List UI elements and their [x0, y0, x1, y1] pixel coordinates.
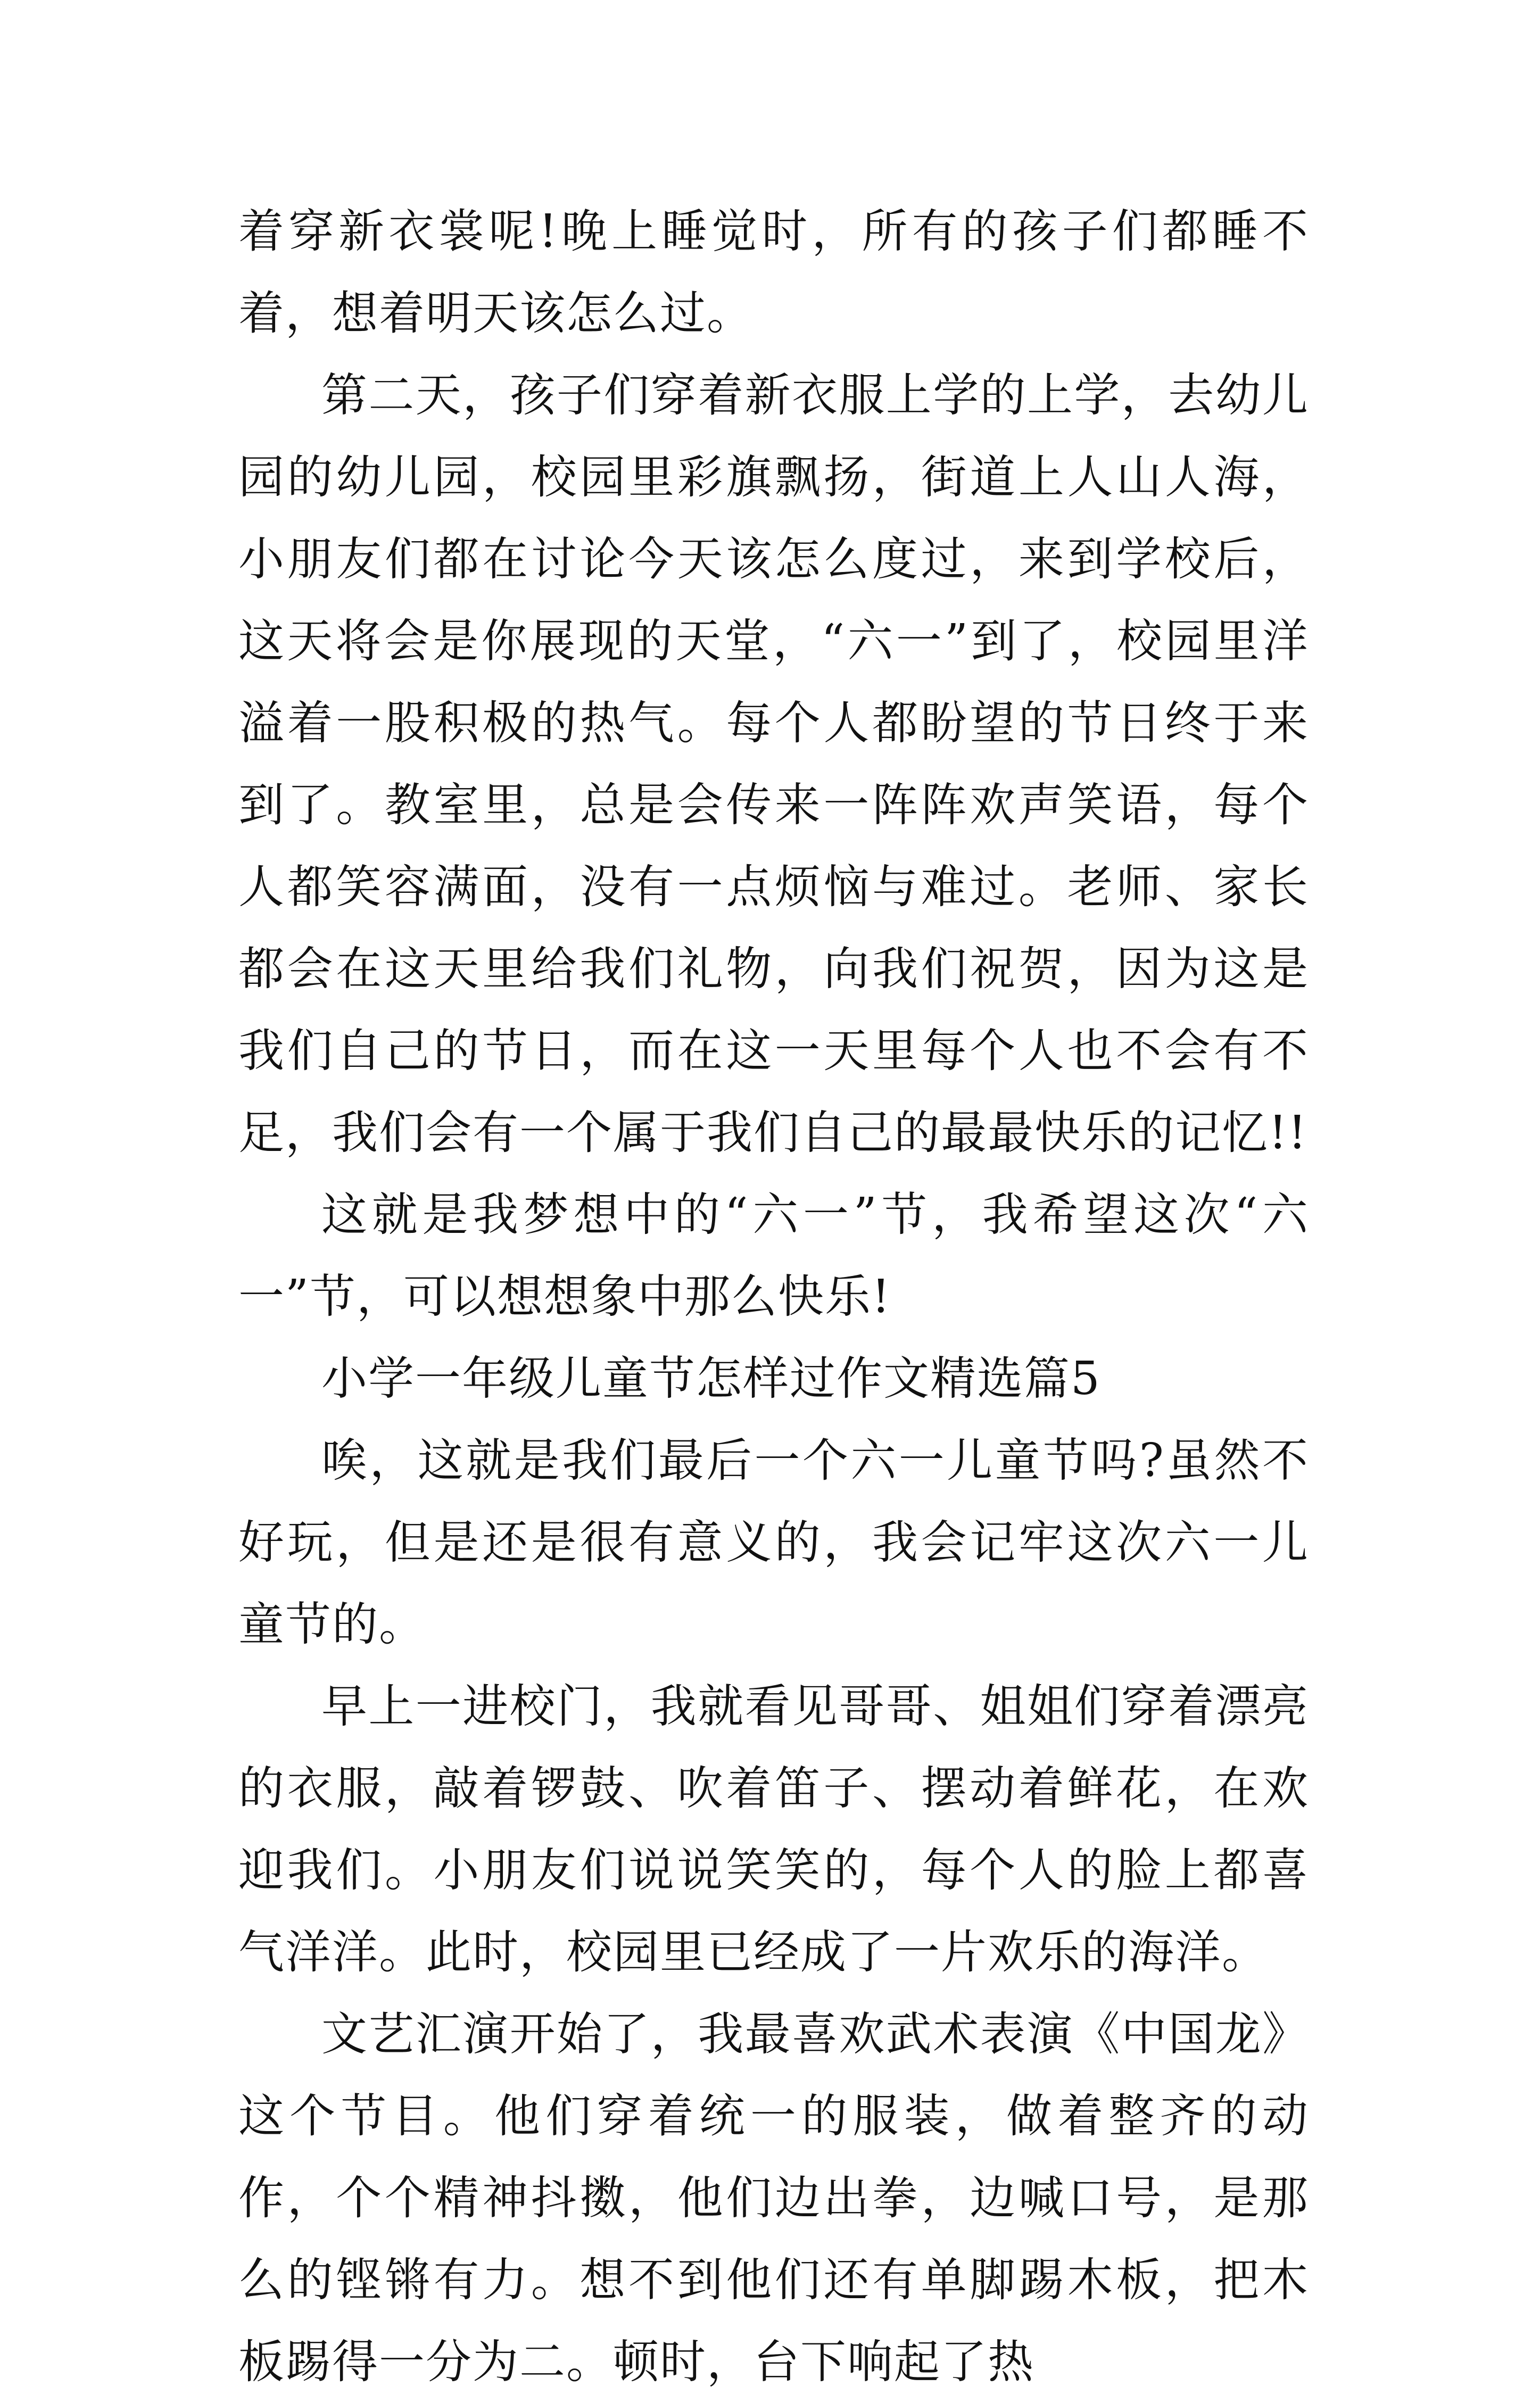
paragraph: 唉，这就是我们最后一个六一儿童节吗?虽然不好玩，但是还是很有意义的，我会记牢这次六一儿童节的。 — [238, 1434, 1309, 1651]
paragraph: 文艺汇演开始了，我最喜欢武术表演《中国龙》这个节目。他们穿着统一的服装，做着整齐的动作，个个精神抖擞，他们边出拳，边喊口号，是那么的铿锵有力。想不到他们还有单脚踢木板，把木板踢得一分为二。顿时，台下响起了热 — [238, 2008, 1309, 2389]
document-body — [238, 190, 1309, 2403]
section-heading: 小学一年级儿童节怎样过作文精选篇5 — [321, 1352, 1101, 1405]
paragraph: 早上一进校门，我就看见哥哥、姐姐们穿着漂亮的衣服，敲着锣鼓、吹着笛子、摆动着鲜花，在欢迎我们。小朋友们说说笑笑的，每个人的脸上都喜气洋洋。此时，校园里已经成了一片欢乐的海洋。 — [238, 1680, 1309, 1979]
paragraph-continued: 着穿新衣裳呢!晚上睡觉时，所有的孩子们都睡不着，想着明天该怎么过。 — [238, 205, 1309, 340]
paragraph: 第二天，孩子们穿着新衣服上学的上学，去幼儿园的幼儿园，校园里彩旗飘扬，街道上人山人海，小朋友们都在讨论今天该怎么度过，来到学校后，这天将会是你展现的天堂，“六一”到了，校园里洋溢着一股积极的热气。每个人都盼望的节日终于来到了。教室里，总是会传来一阵阵欢声笑语，每个人都笑容满面，没有一点烦恼与难过。老师、家长都会在这天里给我们礼物，向我们祝贺，因为这是我们自己的节日，而在这一天里每个人也不会有不足，我们会有一个属于我们自己的最最快乐的记忆!! — [238, 369, 1309, 1159]
paragraph: 这就是我梦想中的“六一”节，我希望这次“六一”节，可以想想象中那么快乐! — [238, 1188, 1309, 1323]
